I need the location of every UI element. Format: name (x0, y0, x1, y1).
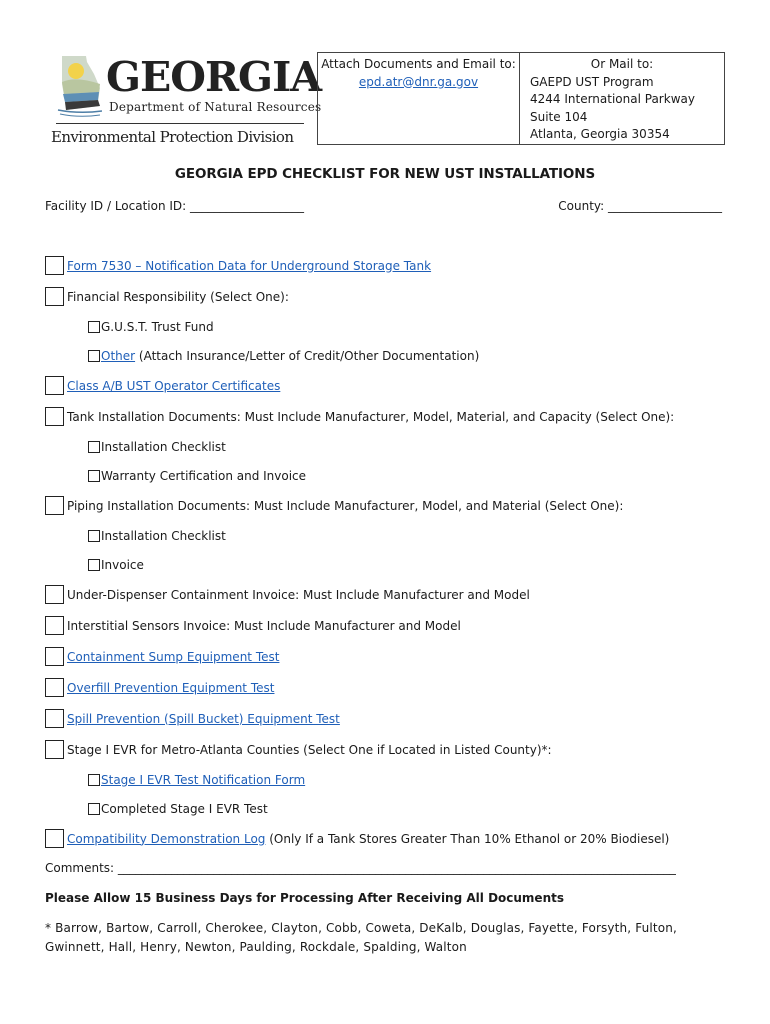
mail-line: GAEPD UST Program (530, 74, 654, 89)
subitem-link[interactable]: Stage I EVR Test Notification Form (101, 773, 306, 787)
checkbox[interactable] (88, 350, 100, 362)
checklist-item-under-dispenser (45, 585, 530, 604)
county-field[interactable]: County: ___________________ (558, 199, 722, 213)
subitem-label: Warranty Certification and Invoice (101, 469, 307, 483)
checklist-item-compatibility (45, 829, 669, 848)
item-label: Stage I EVR for Metro-Atlanta Counties (Select One if Located in Listed County)*: (67, 742, 552, 757)
georgia-state-logo-icon (56, 54, 102, 120)
logo-division: Environmental Protection Division (51, 128, 294, 146)
subitem-label: Invoice (101, 558, 144, 572)
checkbox[interactable] (88, 441, 100, 453)
subitem-piping-checklist (88, 529, 226, 543)
mail-header: Or Mail to: (590, 57, 654, 71)
email-header: Attach Documents and Email to: (321, 57, 516, 71)
logo-department: Department of Natural Resources (109, 100, 322, 114)
checkbox[interactable] (45, 740, 64, 759)
subitem-piping-invoice (88, 558, 144, 572)
item-link[interactable]: Form 7530 – Notification Data for Underground Storage Tank (67, 258, 432, 273)
item-link[interactable]: Containment Sump Equipment Test (67, 649, 280, 664)
facility-id-field[interactable]: Facility ID / Location ID: ___________________ (45, 199, 305, 213)
subitem-evr-completed (88, 802, 268, 816)
checkbox[interactable] (45, 585, 64, 604)
item-label: Interstitial Sensors Invoice: Must Include Manufacturer and Model (67, 618, 461, 633)
checkbox[interactable] (45, 616, 64, 635)
email-link[interactable]: epd.atr@dnr.ga.gov (358, 74, 479, 89)
checklist-item-spill-prevention (45, 709, 340, 728)
item-label: (Only If a Tank Stores Greater Than 10% Ethanol or 20% Biodiesel) (265, 831, 670, 846)
subitem-label: Installation Checklist (101, 529, 226, 543)
subitem-label: (Attach Insurance/Letter of Credit/Other Documentation) (135, 349, 480, 363)
checklist-item-financial (45, 287, 289, 306)
checklist-item-form-7530 (45, 256, 431, 275)
checklist-item-operator-certs (45, 376, 280, 395)
mail-line: Atlanta, Georgia 30354 (530, 127, 670, 141)
checkbox[interactable] (45, 376, 64, 395)
mail-line: Suite 104 (530, 109, 588, 124)
checkbox[interactable] (88, 774, 100, 786)
item-link[interactable]: Spill Prevention (Spill Bucket) Equipment Test (67, 711, 340, 726)
checkbox[interactable] (88, 803, 100, 815)
contact-table (317, 52, 725, 145)
subitem-link[interactable]: Other (101, 349, 136, 363)
subitem-label: Completed Stage I EVR Test (101, 802, 268, 816)
checkbox[interactable] (45, 647, 64, 666)
item-label: Under-Dispenser Containment Invoice: Must Include Manufacturer and Model (67, 587, 530, 602)
checkbox[interactable] (45, 829, 64, 848)
item-link[interactable]: Overfill Prevention Equipment Test (67, 680, 275, 695)
item-link[interactable]: Class A/B UST Operator Certificates (67, 378, 281, 393)
logo-divider (56, 123, 304, 124)
checklist-item-interstitial-sensors (45, 616, 461, 635)
checklist-item-piping-installation (45, 496, 623, 515)
subitem-label: G.U.S.T. Trust Fund (101, 320, 214, 334)
checklist-item-containment-sump (45, 647, 279, 666)
comments-field[interactable]: Comments: _____________________________________________________________________________________________ (45, 861, 676, 875)
checkbox[interactable] (88, 321, 100, 333)
mail-line: 4244 International Parkway (530, 92, 695, 106)
checklist-item-overfill (45, 678, 274, 697)
checkbox[interactable] (45, 256, 64, 275)
item-label: Piping Installation Documents: Must Include Manufacturer, Model, and Material (Select One): (67, 498, 624, 513)
checklist-item-tank-installation (45, 407, 674, 426)
subitem-other (88, 349, 479, 363)
checkbox[interactable] (88, 530, 100, 542)
subitem-gust (88, 320, 214, 334)
logo-wordmark: GEORGIA (106, 53, 322, 101)
item-label: Financial Responsibility (Select One): (67, 289, 289, 304)
mail-column (520, 53, 724, 144)
checkbox[interactable] (45, 287, 64, 306)
county-footnote: * Barrow, Bartow, Carroll, Cherokee, Clayton, Cobb, Coweta, DeKalb, Douglas, Fayette, Forsyth, Fulton, Gwinnett, Hall, Henry, Newton, Paulding, Rockdale, Spalding, Walton (45, 921, 677, 954)
subitem-tank-checklist (88, 440, 226, 454)
item-link[interactable]: Compatibility Demonstration Log (67, 831, 266, 846)
checkbox[interactable] (45, 496, 64, 515)
checkbox[interactable] (45, 709, 64, 728)
processing-note: Please Allow 15 Business Days for Processing After Receiving All Documents (45, 891, 564, 905)
checklist-item-stage-evr (45, 740, 552, 759)
item-label: Tank Installation Documents: Must Include Manufacturer, Model, Material, and Capacity (Select One): (67, 409, 675, 424)
checkbox[interactable] (45, 678, 64, 697)
checkbox[interactable] (45, 407, 64, 426)
page-title: GEORGIA EPD CHECKLIST FOR NEW UST INSTALLATIONS (174, 166, 596, 182)
checkbox[interactable] (88, 470, 100, 482)
subitem-label: Installation Checklist (101, 440, 226, 454)
subitem-evr-notification (88, 773, 305, 787)
subitem-warranty (88, 469, 306, 483)
checkbox[interactable] (88, 559, 100, 571)
email-column (318, 53, 520, 144)
